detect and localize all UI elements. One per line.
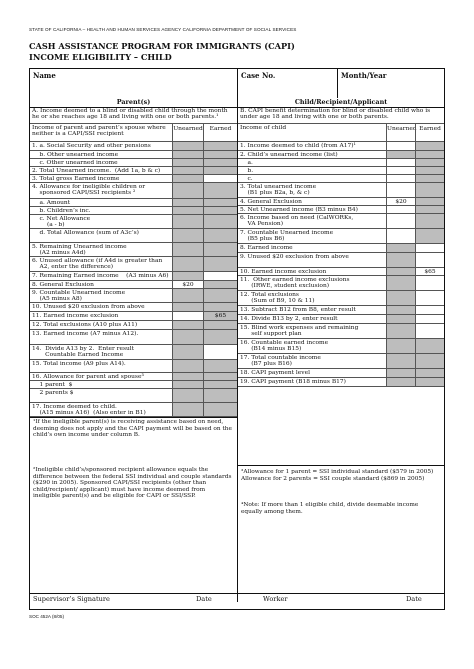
child-unearned-cell: [386, 354, 415, 368]
worker-label: Worker: [263, 595, 288, 603]
child-line-label: 9. Unused $20 exclusion from above: [240, 253, 349, 260]
parent-unearned-cell: [172, 183, 203, 198]
parent-unearned-cell: [172, 207, 203, 214]
income-eligibility-form: [29, 68, 445, 610]
parent-unearned-cell: [172, 199, 203, 206]
parent-line-label: 10. Unused $20 exclusion from above: [32, 303, 145, 310]
child-unearned-cell: [386, 276, 415, 290]
parent-unearned-header: Unearned: [172, 124, 203, 141]
parent-earned-cell: [203, 330, 237, 344]
parent-unearned-cell: [172, 167, 203, 174]
child-line-label: 4. General Exclusion: [240, 198, 302, 205]
parent-line-21: [30, 360, 237, 373]
parent-unearned-cell: [172, 257, 203, 271]
child-line-7: [238, 198, 444, 206]
parent-line-label: 11. Earned income exclusion: [32, 312, 119, 319]
parent-earned-cell: [203, 199, 237, 206]
parent-unearned-cell: [172, 151, 203, 158]
parent-unearned-cell: [172, 330, 203, 344]
parent-earned-cell: [203, 183, 237, 198]
parent-line-4: [30, 167, 237, 175]
parent-line-label: 16. Allowance for parent and spouse³: [32, 373, 144, 380]
child-footnote4: ⁴Note: If more than 1 eligible child, divide deemable income equally among them.: [241, 502, 419, 515]
parent-earned-cell: [203, 360, 237, 372]
child-column-header: [238, 124, 444, 142]
parent-unearned-cell: [172, 389, 203, 402]
child-intro-text: B. CAPI benefit determination for blind or disabled child who is under age 18 and living with one or both parents.: [240, 107, 431, 120]
parent-earned-cell: [203, 321, 237, 329]
child-unearned-cell: [386, 306, 415, 314]
child-unearned-cell[interactable]: [386, 229, 415, 243]
parent-line-23: [30, 381, 237, 389]
child-line-label: a.: [240, 159, 253, 166]
parent-line-3: [30, 159, 237, 167]
parent-earned-cell: [203, 257, 237, 271]
parent-unearned-cell: [172, 272, 203, 280]
child-earned-cell: [415, 175, 444, 182]
parent-unearned-cell: [172, 142, 203, 150]
parent-line-label: 8. General Exclusion: [32, 281, 94, 288]
parent-line-25: [30, 403, 237, 417]
child-line-21: [238, 369, 444, 378]
child-earned-cell[interactable]: [415, 315, 444, 323]
child-line-label: 18. CAPI payment level: [240, 369, 310, 376]
parent-line-22: [30, 373, 237, 381]
parent-line-5: [30, 175, 237, 183]
parent-line-label: 12. Total exclusions (A10 plus A11): [32, 321, 138, 328]
parent-unearned-cell[interactable]: $20: [172, 281, 203, 288]
parent-line-label: 7. Remaining Earned income (A3 minus A6): [32, 272, 169, 279]
child-line-18: [238, 324, 444, 339]
child-intro: [238, 107, 444, 124]
child-column: [238, 107, 444, 593]
parent-line-17: [30, 312, 237, 321]
parent-unearned-cell: [172, 159, 203, 166]
child-earned-cell[interactable]: [415, 244, 444, 252]
parent-earned-cell: [203, 373, 237, 380]
child-unearned-cell: [386, 378, 415, 386]
child-line-label: 17. Total countable income (B7 plus B16): [240, 354, 321, 367]
child-unearned-cell: [386, 253, 415, 267]
parent-line-15: [30, 289, 237, 303]
child-earned-cell: [415, 214, 444, 228]
child-unearned-cell: [386, 151, 415, 158]
child-line-label: 11. Other earned income exclusions (IRWE, student exclusion): [240, 276, 350, 289]
child-line-label: 6. Income based on need (CalWORKs, VA Pension): [240, 214, 354, 227]
parent-line-label: c. Net Allowance (a - b): [39, 215, 91, 228]
parent-line-label: 9. Countable Unearned income (A5 minus A8): [32, 289, 126, 302]
parent-unearned-cell[interactable]: [172, 312, 203, 320]
parent-line-label: d. Total Allowance (sum of A3c’s): [32, 229, 139, 236]
child-unearned-cell[interactable]: $20: [386, 198, 415, 205]
parent-unearned-cell: [172, 381, 203, 388]
child-line-20: [238, 354, 444, 369]
child-unearned-header: Unearned: [386, 124, 415, 141]
child-earned-cell: [415, 142, 444, 150]
child-unearned-cell: [386, 339, 415, 353]
child-line-10: [238, 229, 444, 244]
parent-earned-cell: [203, 159, 237, 166]
child-line-label: b.: [240, 167, 254, 174]
supervisor-signature-label: Supervisor’s Signature: [33, 595, 110, 603]
footnote-separator: [30, 417, 237, 418]
child-line-1: [238, 142, 444, 151]
parent-earned-cell: $65: [203, 312, 237, 320]
month-year-field-label: Month/Year: [341, 71, 387, 80]
child-earned-cell: [415, 198, 444, 205]
parent-footnote1: ¹If the ineligible parent(s) is receiving assistance based on need, deeming does not apply and the CAPI payment will be based on the child’s own income under column B.: [33, 419, 232, 439]
parent-line-label: 14. Divide A13 by 2. Enter result Countable Earned Income: [32, 345, 135, 358]
child-earned-cell: [415, 378, 444, 386]
child-earned-cell: [415, 229, 444, 243]
parent-line-label: 2. Total Unearned income. (Add 1a, b & c): [32, 167, 161, 174]
parent-earned-cell: [203, 303, 237, 311]
parent-line-label: 15. Total income (A9 plus A14).: [32, 360, 126, 367]
parent-unearned-cell: [172, 229, 203, 242]
parent-earned-cell: [203, 381, 237, 388]
parent-line-2: [30, 151, 237, 159]
parent-line-10: [30, 229, 237, 243]
child-line-22: [238, 378, 444, 387]
parent-line-8: [30, 207, 237, 215]
child-line-4: [238, 167, 444, 175]
child-line-label: 14. Divide B13 by 2, enter result: [240, 315, 338, 322]
footnote-separator: [238, 465, 444, 466]
parent-line-label: a. Amount: [32, 199, 71, 206]
parent-column-header: [30, 124, 237, 142]
child-line-19: [238, 339, 444, 354]
child-earned-cell[interactable]: $65: [415, 268, 444, 275]
parent-line-label: 4. Allowance for ineligible children or sponsored CAPI/SSI recipients ²: [32, 183, 146, 196]
child-line-17: [238, 315, 444, 324]
parent-line-9: [30, 215, 237, 229]
parent-intro-text: A. Income deemed to a blind or disabled child through the month he or she reaches age 18 and living with one or both parents.¹: [32, 107, 228, 120]
parent-earned-cell: [203, 142, 237, 150]
parent-line-label: c. Other unearned income: [32, 159, 118, 166]
parent-earned-cell[interactable]: [203, 272, 237, 280]
parent-line-label: 1 parent $: [32, 381, 73, 388]
parent-line-14: [30, 281, 237, 289]
parent-earned-cell[interactable]: [203, 345, 237, 359]
parent-line-12: [30, 257, 237, 272]
parent-earned-cell: [203, 229, 237, 242]
child-line-5: [238, 175, 444, 183]
child-line-2: [238, 151, 444, 159]
parent-unearned-cell: [172, 243, 203, 256]
child-line-label: 7. Countable Unearned income (B5 plus B6): [240, 229, 334, 242]
parent-earned-cell: [203, 207, 237, 214]
child-unearned-cell: [386, 244, 415, 252]
form-subtitle: INCOME ELIGIBILITY – CHILD: [29, 52, 172, 62]
parent-unearned-cell: [172, 373, 203, 380]
child-earned-cell: [415, 339, 444, 353]
child-line-label: 16. Countable earned income (B14 minus B15): [240, 339, 329, 352]
parent-line-19: [30, 330, 237, 345]
child-earned-cell: [415, 354, 444, 368]
child-line-label: 12. Total exclusions (Sum of B9, 10 & 11): [240, 291, 315, 304]
child-unearned-cell: [386, 369, 415, 377]
child-earned-cell: [415, 167, 444, 174]
parent-line-16: [30, 303, 237, 312]
parent-unearned-cell: [172, 403, 203, 416]
parent-line-20: [30, 345, 237, 360]
child-line-label: 8. Earned income: [240, 244, 293, 251]
form-title: CASH ASSISTANCE PROGRAM FOR IMMIGRANTS (CAPI): [29, 41, 295, 51]
parent-earned-cell: [203, 167, 237, 174]
child-line-label: 10. Earned income exclusion: [240, 268, 327, 275]
parent-unearned-cell: [172, 321, 203, 329]
child-unearned-cell: [386, 291, 415, 305]
date-label-2: Date: [406, 595, 422, 603]
parent-line-label: 6. Unused allowance (if A4d is greater than A2, enter the difference): [32, 257, 163, 270]
child-unearned-cell[interactable]: [386, 167, 415, 174]
parent-earned-cell: [203, 389, 237, 402]
child-earned-cell[interactable]: [415, 306, 444, 314]
parent-earned-cell: [203, 281, 237, 288]
child-line-3: [238, 159, 444, 167]
child-unearned-cell: [386, 324, 415, 338]
child-earned-cell: [415, 206, 444, 213]
child-unearned-cell[interactable]: [386, 206, 415, 213]
parent-unearned-cell: [172, 215, 203, 228]
parent-earned-cell: [203, 243, 237, 256]
child-earned-cell: [415, 183, 444, 197]
parent-earned-header: Earned: [203, 124, 237, 141]
parent-line-1: [30, 142, 237, 151]
parent-income-desc: Income of parent and parent’s spouse where neither is a CAPI/SSI recipient: [32, 124, 166, 137]
child-line-label: 13. Subtract B12 from B8, enter result: [240, 306, 356, 313]
child-earned-cell: [415, 159, 444, 166]
child-earned-cell: [415, 369, 444, 377]
parent-line-label: 13. Earned income (A7 minus A12).: [32, 330, 139, 337]
parent-unearned-cell: [172, 303, 203, 311]
child-earned-cell[interactable]: [415, 324, 444, 338]
parent-unearned-cell: [172, 345, 203, 359]
parent-line-6: [30, 183, 237, 199]
signature-row: [30, 593, 444, 610]
parent-line-label: 5. Remaining Unearned income (A2 minus A4d): [32, 243, 127, 256]
parent-unearned-cell: [172, 289, 203, 302]
parents-heading: Parent(s): [30, 98, 237, 108]
child-unearned-cell[interactable]: [386, 159, 415, 166]
parent-unearned-cell: [172, 175, 203, 182]
parent-earned-cell: [203, 289, 237, 302]
child-unearned-cell: [386, 315, 415, 323]
name-field-label: Name: [33, 71, 56, 80]
date-label-1: Date: [196, 595, 212, 603]
parent-line-label: 1. a. Social Security and other pensions: [32, 142, 151, 149]
child-line-8: [238, 206, 444, 214]
child-line-label: 3. Total unearned income (B1 plus B2a, b, & c): [240, 183, 317, 196]
child-earned-cell[interactable]: [415, 276, 444, 290]
agency-header: STATE OF CALIFORNIA – HEALTH AND HUMAN SERVICES AGENCY CALIFORNIA DEPARTMENT OF SOCIAL SERVICES: [29, 27, 297, 32]
child-footnote3: ³Allowance for 1 parent = SSI individual standard ($579 in 2005) Allowance for 2 parents = SSI couple standard ($869 in 2005): [241, 469, 434, 482]
parent-earned-cell: [203, 215, 237, 228]
parents-column: [30, 107, 237, 593]
parent-line-label: 17. Income deemed to child. (A15 minus A16) (Also enter in B1): [32, 403, 146, 416]
child-line-9: [238, 214, 444, 229]
parent-intro: [30, 107, 237, 124]
child-line-11: [238, 244, 444, 253]
parent-unearned-cell: [172, 360, 203, 372]
child-heading: Child/Recipient/Applicant: [238, 98, 444, 108]
child-line-14: [238, 276, 444, 291]
child-line-13: [238, 268, 444, 276]
parent-line-13: [30, 272, 237, 281]
child-line-label: 19. CAPI payment (B18 minus B17): [240, 378, 346, 385]
parent-earned-cell: [203, 151, 237, 158]
parent-line-24: [30, 389, 237, 403]
child-line-label: c.: [240, 175, 253, 182]
child-unearned-cell: [386, 268, 415, 275]
child-line-16: [238, 306, 444, 315]
child-line-6: [238, 183, 444, 198]
parent-line-label: b. Other unearned income: [32, 151, 119, 158]
parent-footnote2: ²Ineligible child’s/sponsored recipient allowance equals the difference between the federal SSI individual and couple standards ($290 in 2005). Sponsored CAPI/SSI recipients (other than child/recipient/ applicant) must have income deemed from ineligible parent(s) and be eligible for CAPI or SSI/SSP.: [33, 467, 232, 500]
parent-line-label: 2 parents $: [32, 389, 74, 396]
child-earned-header: Earned: [415, 124, 444, 141]
top-fields-bar: [30, 69, 444, 99]
child-unearned-cell[interactable]: [386, 175, 415, 182]
child-line-15: [238, 291, 444, 306]
case-no-field-label: Case No.: [241, 71, 276, 80]
child-unearned-cell[interactable]: [386, 183, 415, 197]
child-earned-cell: [415, 151, 444, 158]
parent-line-18: [30, 321, 237, 330]
child-earned-cell[interactable]: [415, 253, 444, 267]
parent-line-label: b. Children’s inc.: [32, 207, 91, 214]
parent-line-label: 3. Total gross Earned income: [32, 175, 120, 182]
form-code: SOC 452A (8/05): [29, 614, 64, 619]
parent-earned-cell[interactable]: [203, 175, 237, 182]
child-line-label: 5. Net Unearned income (B3 minus B4): [240, 206, 358, 213]
parent-earned-cell: [203, 403, 237, 416]
child-earned-cell[interactable]: [415, 291, 444, 305]
child-unearned-cell[interactable]: [386, 214, 415, 228]
child-income-desc: Income of child: [240, 124, 287, 131]
parent-line-11: [30, 243, 237, 257]
child-line-label: 15. Blind work expenses and remaining self support plan: [240, 324, 359, 337]
child-line-12: [238, 253, 444, 268]
child-line-label: 1. Income deemed to child (from A17)¹: [240, 142, 356, 149]
child-unearned-cell[interactable]: [386, 142, 415, 150]
parent-line-7: [30, 199, 237, 207]
child-line-label: 2. Child’s unearned income (list): [240, 151, 338, 158]
